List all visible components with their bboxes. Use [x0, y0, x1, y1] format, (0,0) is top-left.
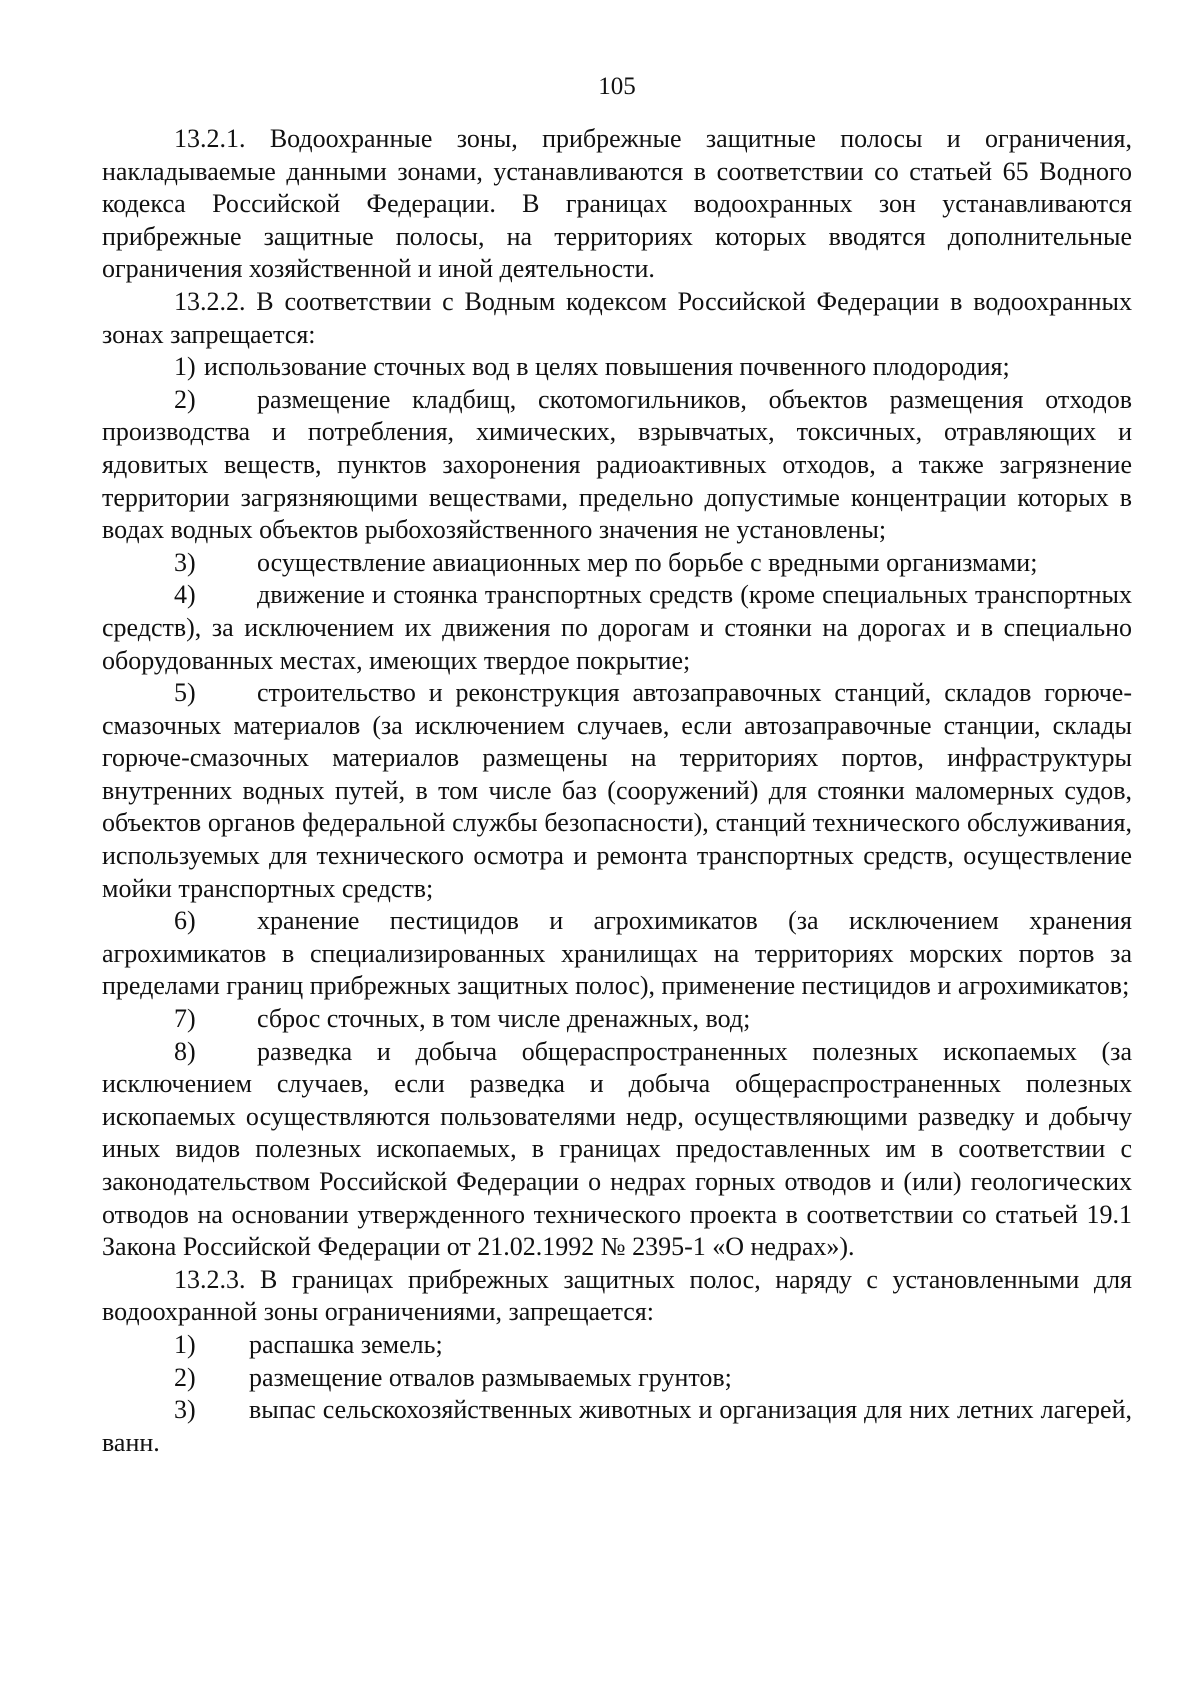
list-item-number: 2)	[174, 1362, 196, 1392]
list-item-text: выпас сельскохозяйственных животных и организация для них летних лагерей, ванн.	[102, 1395, 1132, 1457]
list-item	[102, 351, 1132, 384]
list-item-text: использование сточных вод в целях повышения почвенного плодородия;	[204, 352, 1010, 382]
list-item-text: разведка и добыча общераспространенных полезных ископаемых (за исключением случаев, если разведка и добыча общераспространенных полезных ископаемых осуществляются пользователями недр, осуществляющими разведку и добычу иных видов полезных ископаемых, в границах предоставленных им в соответствии с законодательством Российской Федерации о недрах горных отводов и (или) геологических отводов на основании утвержденного технического проекта в соответствии со статьей 19.1 Закона Российской Федерации от 21.02.1992 № 2395-1 «О недрах»).	[102, 1036, 1132, 1262]
list-item-text: движение и стоянка транспортных средств (кроме специальных транспортных средств), за исключением их движения по дорогам и стоянки на дорогах и в специально оборудованных местах, имеющих твердое покрытие;	[102, 580, 1132, 675]
list-item-number: 1)	[174, 1329, 196, 1359]
document-page	[102, 70, 1132, 1459]
list-item-text: распашка земель;	[249, 1329, 443, 1359]
list-item	[102, 547, 1132, 580]
list-item-number: 3)	[174, 547, 196, 577]
list-item-text: сброс сточных, в том числе дренажных, вод;	[257, 1004, 751, 1034]
list-item	[102, 1329, 1132, 1362]
list-item	[102, 384, 1132, 547]
list-item-text: размещение отвалов размываемых грунтов;	[249, 1362, 732, 1392]
list-item-text: осуществление авиационных мер по борьбе с вредными организмами;	[257, 547, 1038, 577]
list-item	[102, 579, 1132, 677]
page-number: 105	[598, 73, 636, 100]
list-item-number: 6)	[174, 906, 196, 936]
list-item-number: 3)	[174, 1395, 196, 1425]
list-item-number: 8)	[174, 1036, 196, 1066]
list-item	[102, 905, 1132, 1003]
list-item-number: 1)	[174, 352, 196, 382]
list-item	[102, 677, 1132, 905]
list-item-number: 5)	[174, 678, 196, 708]
list-item	[102, 1394, 1132, 1459]
paragraph-13-2-2: 13.2.2. В соответствии с Водным кодексом Российской Федерации в водоохранных зонах запрещается:	[102, 286, 1132, 349]
list-item	[102, 1003, 1132, 1036]
document-body	[102, 123, 1132, 1459]
list-item-text: хранение пестицидов и агрохимикатов (за исключением хранения агрохимикатов в специализированных хранилищах на территориях морских портов за пределами границ прибрежных защитных полос), применение пестицидов и агрохимикатов;	[102, 906, 1132, 1001]
list-item	[102, 1036, 1132, 1264]
list-item	[102, 1362, 1132, 1395]
list-item-number: 7)	[174, 1004, 196, 1034]
list-item-text: размещение кладбищ, скотомогильников, объектов размещения отходов производства и потребления, химических, взрывчатых, токсичных, отравляющих и ядовитых веществ, пунктов захоронения радиоактивных отходов, а также загрязнение территории загрязняющими веществами, предельно допустимые концентрации которых в водах водных объектов рыбохозяйственного значения не установлены;	[102, 384, 1132, 545]
list-item-number: 2)	[174, 384, 196, 414]
list-item-number: 4)	[174, 580, 196, 610]
paragraph-13-2-1: 13.2.1. Водоохранные зоны, прибрежные защитные полосы и ограничения, накладываемые данными зонами, устанавливаются в соответствии со статьей 65 Водного кодекса Российской Федерации. В границах водоохранных зон устанавливаются прибрежные защитные полосы, на территориях которых вводятся дополнительные ограничения хозяйственной и иной деятельности.	[102, 124, 1132, 284]
paragraph-13-2-3: 13.2.3. В границах прибрежных защитных полос, наряду с установленными для водоохранной зоны ограничениями, запрещается:	[102, 1264, 1132, 1327]
list-item-text: строительство и реконструкция автозаправочных станций, складов горюче-смазочных материалов (за исключением случаев, если автозаправочные станции, склады горюче-смазочных материалов размещены на территориях портов, инфраструктуры внутренних водных путей, в том числе баз (сооружений) для стоянки маломерных судов, объектов органов федеральной службы безопасности), станций технического обслуживания, используемых для технического осмотра и ремонта транспортных средств, осуществление мойки транспортных средств;	[102, 678, 1132, 903]
